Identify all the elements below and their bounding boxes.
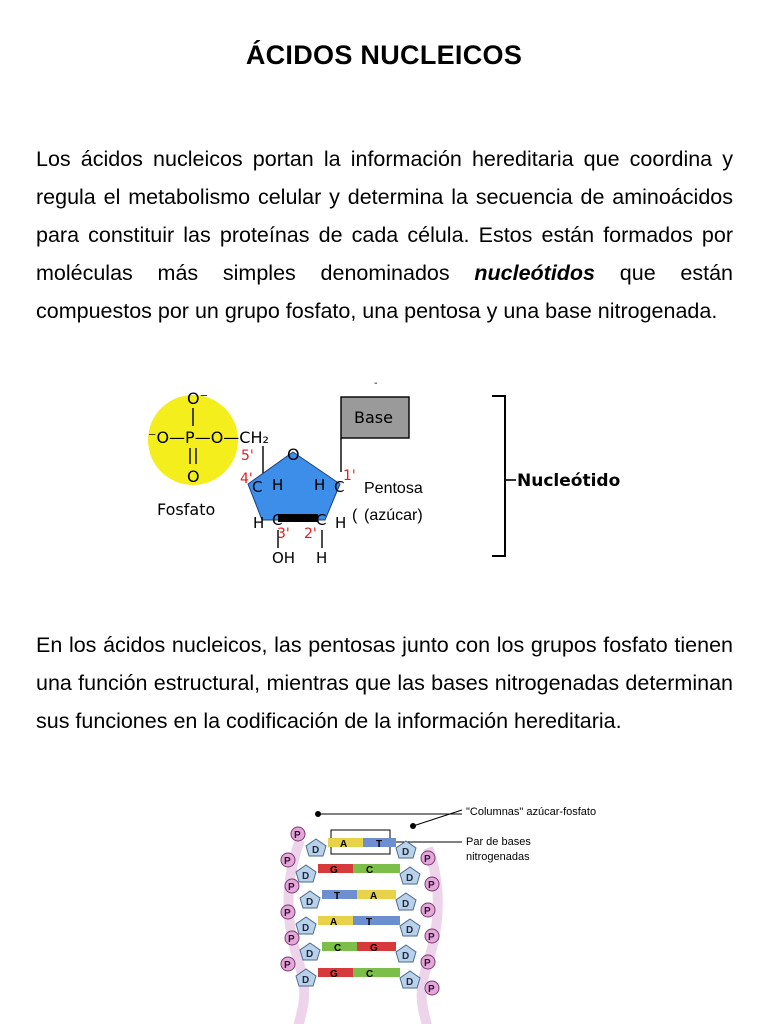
- carbon-1-label: 1': [343, 468, 356, 484]
- pentose-sublabel: (azúcar): [364, 507, 423, 524]
- phosphate-symbol: P: [284, 908, 291, 919]
- base-letter-left: G: [330, 969, 338, 980]
- c2: C: [316, 511, 327, 529]
- base-letter-right: T: [376, 839, 383, 850]
- carbon-4-label: 4': [240, 471, 253, 487]
- intro-paragraph: [36, 140, 733, 330]
- nucleotide-label: Nucleótido: [517, 471, 621, 491]
- c1: C: [334, 478, 345, 496]
- sugar-symbol: D: [312, 845, 320, 856]
- structure-paragraph: En los ácidos nucleicos, las pentosas junto con los grupos fosfato tienen una función estructural, mientras que las bases nitrogenadas determinan sus funciones en la codificación de la información hereditaria.: [36, 633, 733, 733]
- phosphate-symbol: P: [428, 932, 435, 943]
- sugar-symbol: D: [406, 977, 414, 988]
- base-letter-left: T: [334, 891, 341, 902]
- page-title: ÁCIDOS NUCLEICOS: [245, 40, 523, 70]
- ring-oxygen: O: [287, 445, 300, 464]
- phosphate-symbol: P: [428, 984, 435, 995]
- base-C: [353, 864, 400, 873]
- base-letter-right: C: [366, 969, 374, 980]
- pairs-label-1: Par de bases: [466, 836, 531, 848]
- phosphate-symbol: P: [424, 906, 431, 917]
- phosphate-symbol: P: [284, 856, 291, 867]
- sugar-symbol: D: [302, 975, 310, 986]
- base-label: Base: [354, 408, 393, 427]
- columns-pointer-right: [410, 823, 416, 829]
- base-C: [353, 968, 400, 977]
- base-T: [353, 916, 400, 925]
- phosphate-symbol: P: [288, 934, 295, 945]
- c4: C: [252, 478, 263, 496]
- sugar-symbol: D: [402, 847, 410, 858]
- nucleotide-bracket: [492, 396, 505, 556]
- sugar-symbol: D: [306, 949, 314, 960]
- svg-text:(: (: [352, 507, 358, 524]
- phosphate-label: Fosfato: [157, 500, 216, 519]
- sugar-symbol: D: [302, 871, 310, 882]
- carbon-3-label: 3': [277, 526, 290, 542]
- base-letter-left: A: [340, 839, 348, 850]
- intro-text-start: Los ácidos nucleicos portan la información hereditaria que coordina y regula el metabolismo celular y determina la secuencia de aminoácidos para constituir las proteínas de cada célula. Estos están formados por moléculas más simples denominados: [36, 147, 733, 285]
- phosphate-symbol: P: [424, 854, 431, 865]
- phosphate-bottom-oxygen: O: [187, 467, 200, 486]
- dna-diagram: [0, 790, 768, 1024]
- phosphate-symbol: P: [288, 882, 295, 893]
- nucleotide-diagram: [0, 380, 768, 580]
- sugar-symbol: D: [406, 873, 414, 884]
- sugar-symbol: D: [402, 951, 410, 962]
- base-letter-left: A: [330, 917, 338, 928]
- carbon-5-label: 5': [241, 448, 254, 464]
- c3: C: [272, 511, 283, 529]
- h-4-ring: H: [272, 476, 284, 494]
- h-1-ring: H: [314, 476, 326, 494]
- sugar-symbol: D: [402, 899, 410, 910]
- svg-text:-: -: [374, 380, 378, 389]
- base-letter-right: A: [370, 891, 378, 902]
- columns-pointer-left: [315, 811, 321, 817]
- columns-label: "Columnas" azúcar-fosfato: [466, 806, 597, 818]
- phosphate-symbol: P: [424, 958, 431, 969]
- phosphate-symbol: P: [294, 830, 301, 841]
- h-4: H: [253, 514, 265, 532]
- carbon-2-label: 2': [304, 526, 317, 542]
- phosphate-symbol: P: [428, 880, 435, 891]
- phosphate-symbol: P: [284, 960, 291, 971]
- h-2: H: [316, 549, 328, 567]
- base-letter-left: C: [334, 943, 342, 954]
- base-letter-right: G: [370, 943, 378, 954]
- h-1: H: [335, 514, 347, 532]
- sugar-symbol: D: [306, 897, 314, 908]
- phosphate-top-oxygen: O⁻: [187, 389, 209, 408]
- sugar-symbol: D: [406, 925, 414, 936]
- base-letter-right: C: [366, 865, 374, 876]
- intro-text-end: que están compuestos por un grupo fosfato, una pentosa y una base nitrogenada.: [36, 261, 733, 323]
- pairs-label-2: nitrogenadas: [466, 851, 530, 863]
- sugar-symbol: D: [302, 923, 310, 934]
- hydroxyl-3: OH: [272, 549, 296, 567]
- base-letter-right: T: [366, 917, 373, 928]
- nucleotidos-emphasis: nucleótidos: [474, 261, 596, 285]
- pentose-label: Pentosa: [364, 480, 423, 497]
- phosphate-chain: ⁻O—P—O—CH₂: [148, 428, 269, 447]
- base-letter-left: G: [330, 865, 338, 876]
